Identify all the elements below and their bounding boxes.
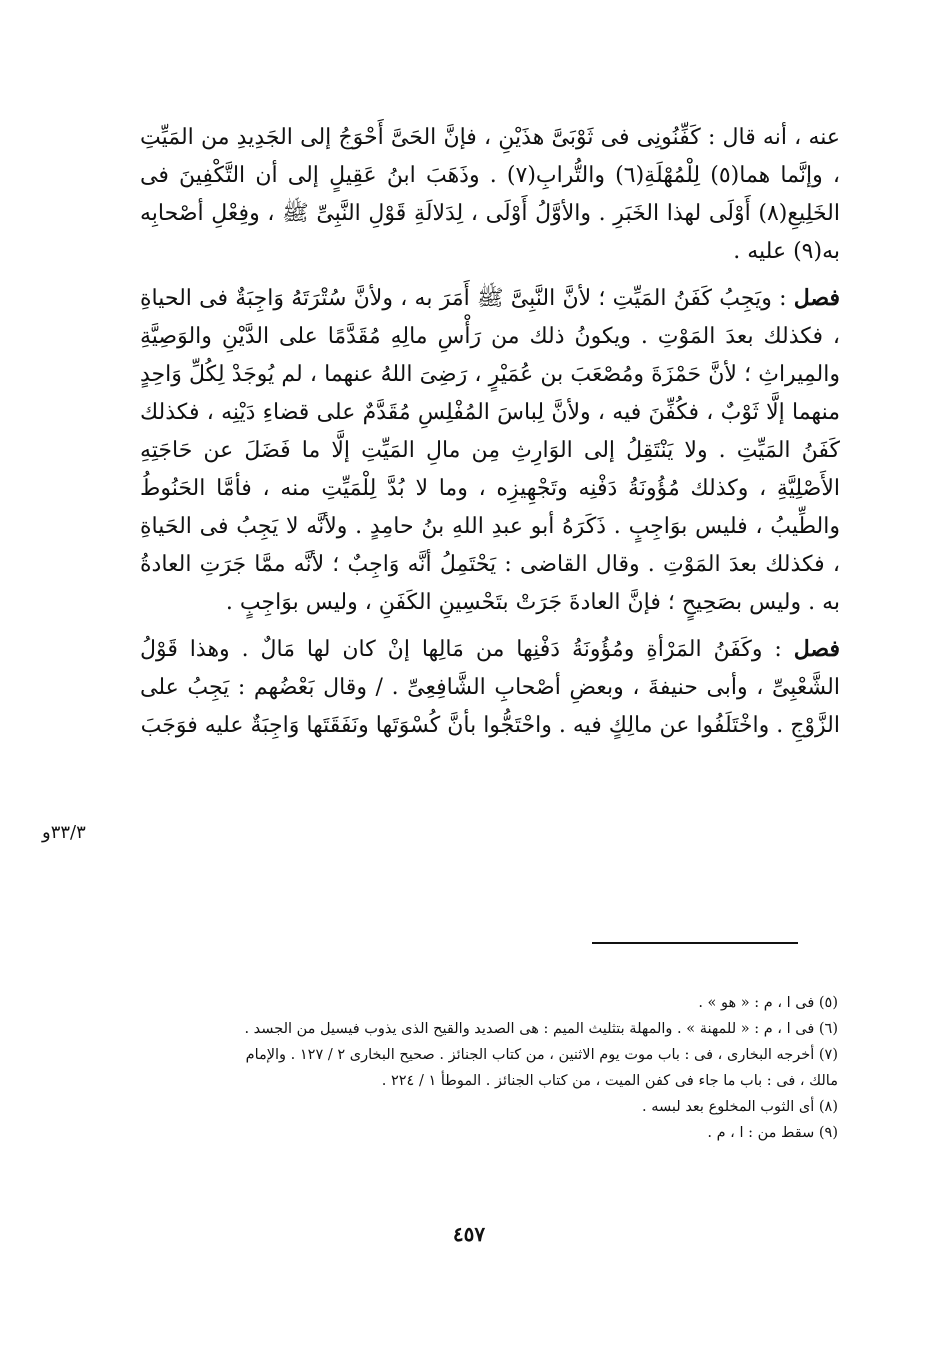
footnote-7-continued: مالك ، فى : باب ما جاء فى كفن الميت ، من كتاب الجنائز . الموطأ ١ / ٢٢٤ . bbox=[381, 1073, 838, 1089]
paragraph-text: : ويَجِبُ كَفَنُ المَيِّتِ ؛ لأنَّ النَّبِىَّ ﷺ أَمَرَ به ، ولأنَّ سُتْرَتَهُ وَاجِبَةٌ فى الحياةِ ، فكذلك بعدَ المَوْتِ . ويكونُ ذلك من رَأْسِ مالِهِ مُقَدَّمًا على الدَّيْنِ والوَصِيَّةِ والمِيراثِ ؛ لأنَّ حَمْزَةَ ومُصْعَبَ بن عُمَيْرٍ ، رَضِىَ اللهُ عنهما ، لم يُوجَدْ لِكُلِّ وَاحِدٍ منهما إلَّا ثَوْبٌ ، فكُفِّنَ فيه ، ولأنَّ لِباسَ المُفْلِسِ مُقَدَّمٌ على قضاءِ دَيْنِه ، فكذلك كَفَنُ المَيِّتِ . ولا يَنْتَقِلُ إلى الوَارِثِ مِن مالِ المَيِّتِ إلَّا ما فَضَلَ عن حَاجَتِهِ الأَصْلِيَّةِ ، وكذلك مُؤُونَةُ دَفْنِه وتَجْهِيزِه ، وما لا بُدَّ لِلْمَيِّتِ منه ، فأمَّا الحَنُوطُ والطِّيبُ ، فليس بوَاجِبٍ . ذَكَرَهُ أبو عبدِ اللهِ بنُ حامِدٍ . ولأنَّه لا يَجِبُ فى الحَياةِ ، فكذلك بعدَ المَوْتِ . وقال القاضى : يَحْتَمِلُ أنَّه وَاجِبٌ ؛ لأنَّه ممَّا جَرَتِ العادةُ به . وليس بصَحِيحٍ ؛ فإنَّ العادةَ جَرَتْ بتَحْسِينِ الكَفَنِ ، وليس بوَاجِبٍ . bbox=[140, 286, 840, 615]
paragraph-1 bbox=[140, 118, 840, 271]
main-text bbox=[140, 118, 840, 753]
footnote-5: (٥) فى ا ، م : « هو » . bbox=[698, 995, 838, 1011]
footnote-8: (٨) أى الثوب المخلوع بعد لبسه . bbox=[641, 1099, 838, 1115]
paragraph-2 bbox=[140, 279, 840, 622]
footnote-6: (٦) فى ا ، م : « للمهنة » . والمهلة بتثليث الميم : هى الصديد والقيح الذى يذوب فيسيل من الجسد . bbox=[244, 1021, 838, 1037]
footnote-divider bbox=[592, 942, 798, 944]
footnote-7: (٧) أخرجه البخارى ، فى : باب موت يوم الاثنين ، من كتاب الجنائز . صحيح البخارى ٢ / ١٢٧ . والإمام bbox=[245, 1047, 838, 1063]
margin-folio-note: ٣٣/٣و bbox=[42, 822, 86, 843]
section-heading: فصل bbox=[793, 636, 840, 662]
paragraph-3 bbox=[140, 630, 840, 745]
footnotes bbox=[138, 990, 838, 1146]
page-number: ٤٥٧ bbox=[452, 1222, 486, 1246]
section-heading: فصل bbox=[793, 285, 840, 311]
paragraph-text: عنه ، أنه قال : كَفِّنُونِى فى ثَوْبَىَّ هذَيْنِ ، فإنَّ الحَىَّ أَحْوَجُ إلى الجَدِيدِ من المَيِّتِ ، وإنَّما هما(٥) لِلْمُهْلَةِ(٦) والتُّرابِ(٧) . وذَهَبَ ابنُ عَقِيلٍ إلى أن التَّكْفِينَ فى الخَلِيعِ(٨) أَوْلَى لهذا الخَبَرِ . والأوَّلُ أَوْلَى ، لِدَلالَةِ قَوْلِ النَّبِىِّ ﷺ ، وفِعْلِ أصْحابِه به(٩) عليه . bbox=[140, 125, 840, 264]
paragraph-text: : وكَفَنُ المَرْأةِ ومُؤُونَةُ دَفْنِها من مَالِها إنْ كان لها مَالٌ . وهذا قَوْلُ الشَّعْبِىِّ ، وأبى حنيفةَ ، وبعضِ أصْحابِ الشَّافِعِىِّ . / وقال بَعْضُهم : يَجِبُ على الزَّوْجِ . واخْتَلَفُوا عن مالِكٍ فيه . واحْتَجُّوا بأنَّ كُسْوَتَها ونَفَقَتَها وَاجِبَةٌ عليه فوَجَبَ bbox=[140, 637, 840, 738]
footnote-9: (٩) سقط من : ا ، م . bbox=[707, 1125, 838, 1141]
